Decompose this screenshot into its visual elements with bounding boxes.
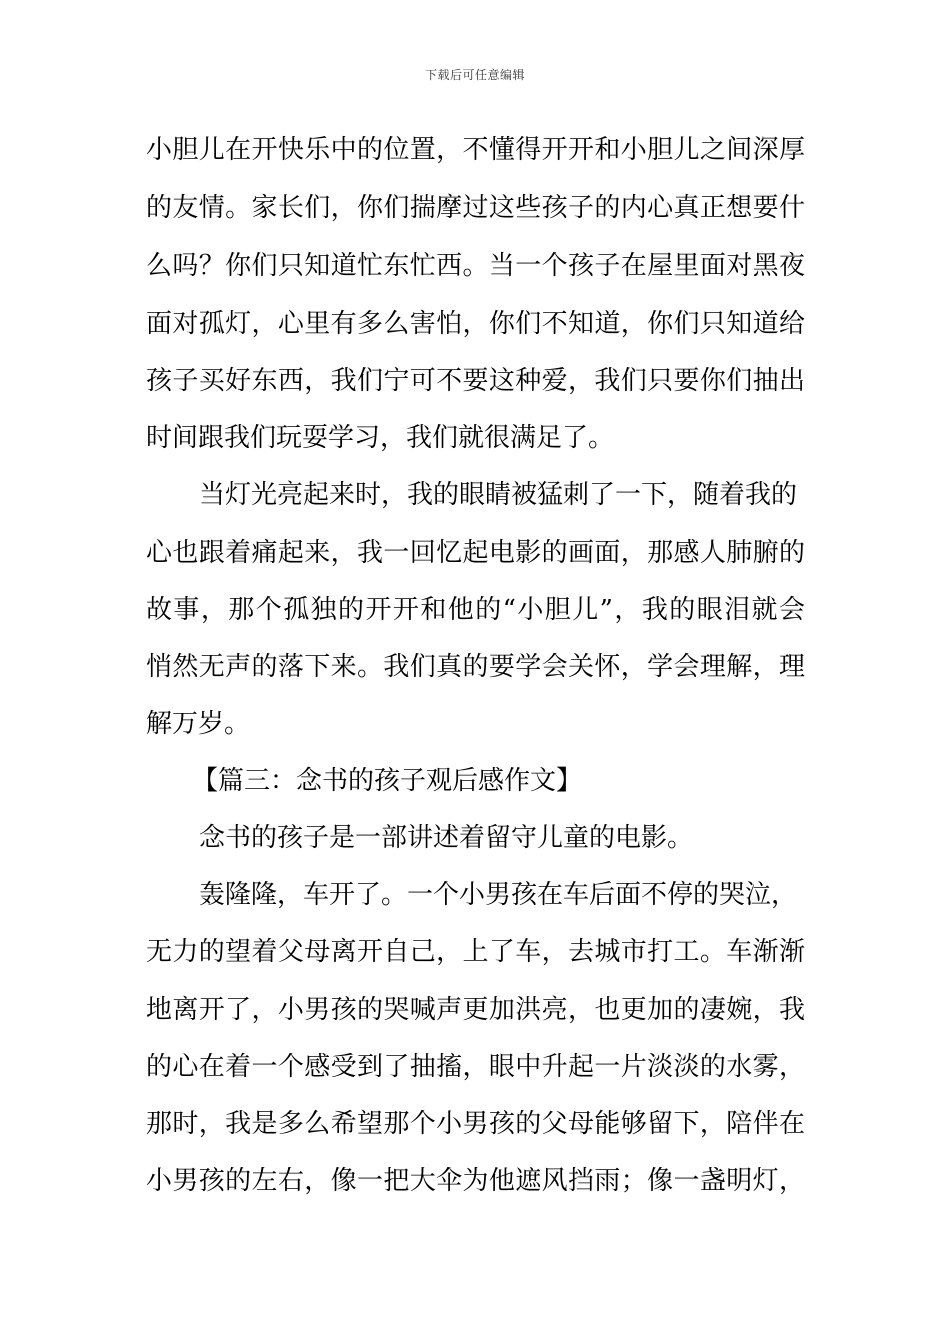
text-line-2: 的友情。家长们，你们揣摩过这些孩子的内心真正想要什 xyxy=(146,193,805,223)
text-line-3: 么吗？你们只知道忙东忙西。当一个孩子在屋里面对黑夜 xyxy=(146,251,805,281)
text-line-14: 轰隆隆，车开了。一个小男孩在车后面不停的哭泣， xyxy=(199,880,798,910)
text-line-9: 故事，那个孤独的开开和他的“小胆儿”，我的眼泪就会 xyxy=(146,595,805,625)
section-heading: 【篇三：念书的孩子观后感作文】 xyxy=(192,766,583,796)
page-header: 下载后可任意编辑 xyxy=(424,68,525,82)
text-line-8: 心也跟着痛起来，我一回忆起电影的画面，那感人肺腑的 xyxy=(146,538,805,568)
text-line-6: 时间跟我们玩耍学习，我们就很满足了。 xyxy=(146,423,615,453)
text-line-13: 念书的孩子是一部讲述着留守儿童的电影。 xyxy=(199,823,694,853)
text-line-16: 地离开了，小男孩的哭喊声更加洪亮，也更加的凄婉，我 xyxy=(146,995,805,1025)
text-line-17: 的心在着一个感受到了抽搐，眼中升起一片淡淡的水雾， xyxy=(146,1052,805,1082)
text-line-1: 小胆儿在开快乐中的位置，不懂得开开和小胆儿之间深厚 xyxy=(146,135,805,165)
text-line-19: 小男孩的左右，像一把大伞为他遮风挡雨；像一盏明灯， xyxy=(146,1166,805,1196)
text-line-18: 那时，我是多么希望那个小男孩的父母能够留下，陪伴在 xyxy=(146,1109,805,1139)
text-line-10: 悄然无声的落下来。我们真的要学会关怀，学会理解，理 xyxy=(146,652,805,682)
text-line-11: 解万岁。 xyxy=(146,709,251,739)
text-line-4: 面对孤灯，心里有多么害怕，你们不知道，你们只知道给 xyxy=(146,309,805,339)
text-line-15: 无力的望着父母离开自己，上了车，去城市打工。车渐渐 xyxy=(146,937,805,967)
text-line-7: 当灯光亮起来时，我的眼睛被猛刺了一下，随着我的 xyxy=(199,480,798,510)
text-line-5: 孩子买好东西，我们宁可不要这种爱，我们只要你们抽出 xyxy=(146,366,805,396)
